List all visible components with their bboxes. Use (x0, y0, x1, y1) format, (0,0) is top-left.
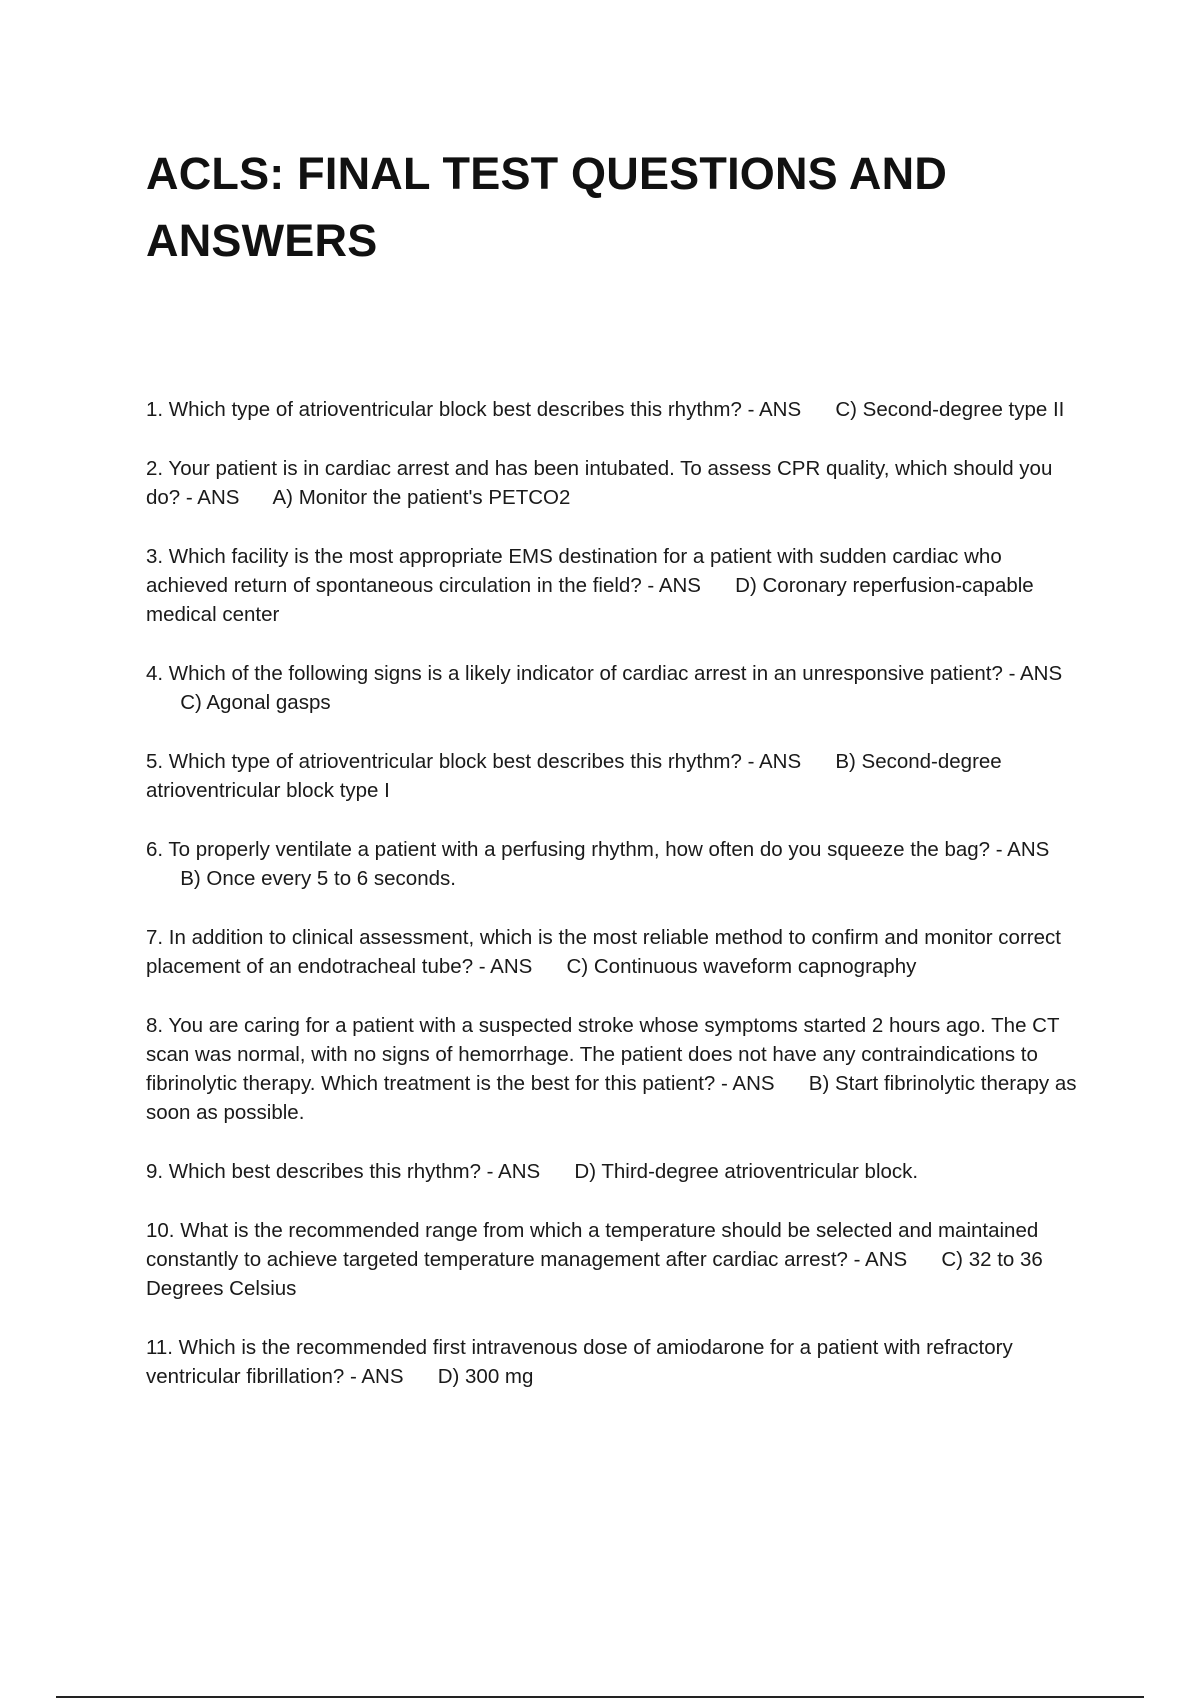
question-text: 2. Your patient is in cardiac arrest and has been intubated. To assess CPR quality, which should you do? - ANS (146, 457, 1053, 509)
footer-divider (56, 1696, 1144, 1698)
answer-text: D) Third-degree atrioventricular block. (574, 1160, 919, 1183)
question-item-3 (146, 542, 1088, 629)
answer-text: C) Continuous waveform capnography (566, 955, 917, 978)
question-item-6 (146, 835, 1088, 893)
question-text: 10. What is the recommended range from which a temperature should be selected and maintained constantly to achieve targeted temperature management after cardiac arrest? - ANS (146, 1219, 1039, 1271)
question-item-11 (146, 1333, 1088, 1391)
answer-text: B) Once every 5 to 6 seconds. (180, 867, 456, 890)
answer-text: B) Second-degree atrioventricular block type I (146, 750, 1002, 802)
question-item-2 (146, 454, 1088, 512)
question-item-8 (146, 1011, 1088, 1127)
question-item-7 (146, 923, 1088, 981)
answer-text: C) Agonal gasps (180, 691, 331, 714)
question-text: 7. In addition to clinical assessment, which is the most reliable method to confirm and monitor correct placement of an endotracheal tube? - ANS (146, 926, 1061, 978)
answer-text: D) 300 mg (437, 1365, 534, 1388)
question-text: 6. To properly ventilate a patient with a perfusing rhythm, how often do you squeeze the bag? - ANS (146, 838, 1050, 861)
question-text: 4. Which of the following signs is a likely indicator of cardiac arrest in an unresponsive patient? - ANS (146, 662, 1063, 685)
question-text: 3. Which facility is the most appropriate EMS destination for a patient with sudden cardiac who achieved return of spontaneous circulation in the field? - ANS (146, 545, 1002, 597)
answer-text: C) Second-degree type II (835, 398, 1065, 421)
question-item-5 (146, 747, 1088, 805)
question-text: 1. Which type of atrioventricular block best describes this rhythm? - ANS (146, 398, 802, 421)
answer-text: A) Monitor the patient's PETCO2 (272, 486, 571, 509)
question-item-9 (146, 1157, 1088, 1186)
question-text: 9. Which best describes this rhythm? - ANS (146, 1160, 541, 1183)
question-item-4 (146, 659, 1088, 717)
question-item-10 (146, 1216, 1088, 1303)
answer-text: B) Start fibrinolytic therapy as soon as possible. (146, 1072, 1077, 1124)
question-list (146, 395, 1088, 1421)
answer-text: D) Coronary reperfusion-capable medical center (146, 574, 1034, 626)
question-item-1 (146, 395, 1088, 424)
question-text: 11. Which is the recommended first intravenous dose of amiodarone for a patient with refractory ventricular fibrillation? - ANS (146, 1336, 1013, 1388)
page-title: ACLS: FINAL TEST QUESTIONS AND ANSWERS (146, 148, 948, 266)
question-text: 8. You are caring for a patient with a suspected stroke whose symptoms started 2 hours ago. The CT scan was normal, with no signs of hemorrhage. The patient does not have any contraindications to fibrinolytic therapy. Which treatment is the best for this patient? - ANS (146, 1014, 1060, 1095)
question-text: 5. Which type of atrioventricular block best describes this rhythm? - ANS (146, 750, 802, 773)
answer-text: C) 32 to 36 Degrees Celsius (146, 1248, 1043, 1300)
